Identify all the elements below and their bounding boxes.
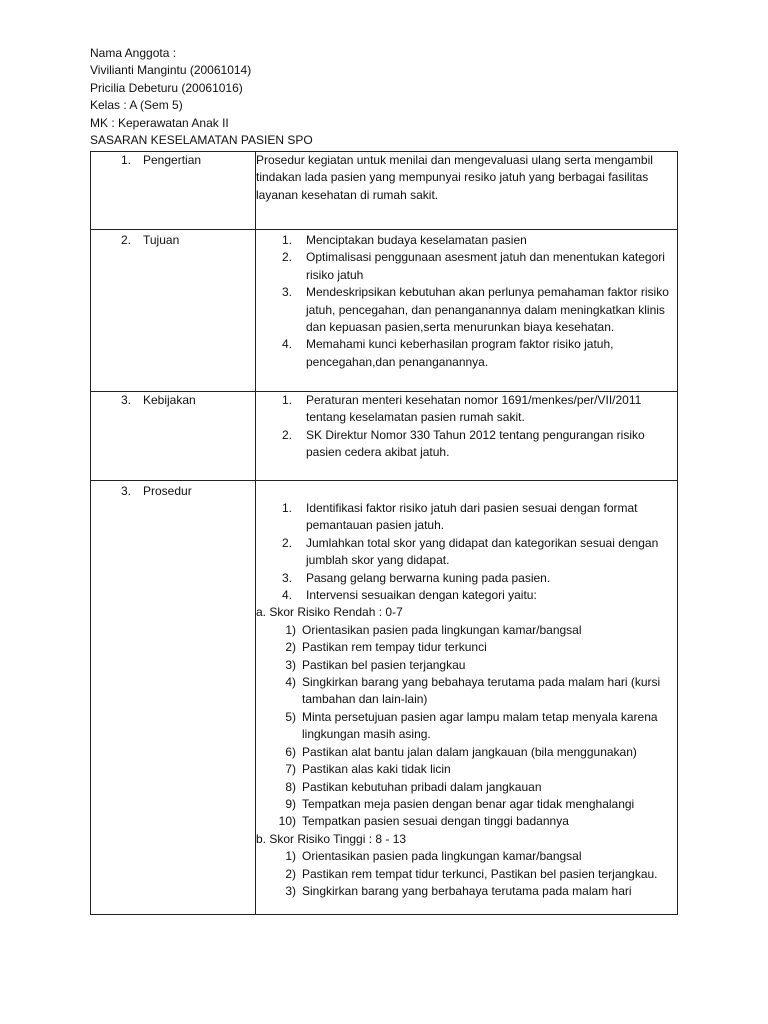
list-item: 1. Menciptakan budaya keselamatan pasien: [282, 233, 527, 247]
list-item: 2) Pastikan rem tempay tidur terkunci: [285, 640, 487, 655]
list-item: 1) Orientasikan pasien pada lingkungan kamar/bangsal: [285, 622, 582, 637]
row-label-cell: [91, 230, 256, 392]
list-item: 2. Optimalisasi penggunaan asesment jatuh dan menentukan kategori risiko jatuh: [282, 250, 665, 282]
header-member-2: Pricilia Debeturu (20061016): [90, 80, 243, 95]
table-row: [91, 230, 678, 392]
list-item: 6) Pastikan alat bantu jalan dalam jangkauan (bila menggunakan): [285, 744, 637, 759]
high-risk-list: [256, 848, 677, 900]
row-content-cell: [256, 230, 678, 392]
low-risk-label: a. Skor Risiko Rendah : 0-7: [256, 605, 403, 620]
high-risk-group: [256, 831, 677, 901]
row-label-cell: [91, 392, 256, 481]
list-item: 3. Pasang gelang berwarna kuning pada pasien.: [282, 570, 551, 585]
procedure-list: [256, 500, 677, 604]
list-item: 2. SK Direktur Nomor 330 Tahun 2012 tentang pengurangan risiko pasien cedera akibat jatuh.: [282, 427, 645, 460]
row-label: Tujuan: [143, 233, 180, 247]
header-members-title: Nama Anggota :: [90, 46, 177, 60]
list-item: 1. Peraturan menteri kesehatan nomor 1691/menkes/per/VII/2011 tentang keselamatan pasien rumah sakit.: [282, 393, 642, 425]
header-course: MK : Keperawatan Anak II: [90, 115, 229, 130]
list-item: 2. Jumlahkan total skor yang didapat dan kategorikan sesuai dengan jumblah skor yang didapat.: [282, 535, 659, 568]
low-risk-list: [256, 622, 677, 831]
row-number: 1.: [121, 153, 132, 167]
row-content-cell: [256, 152, 678, 230]
row-content-cell: [256, 392, 678, 481]
row-number: 2.: [121, 233, 132, 247]
list-item: 7) Pastikan alas kaki tidak licin: [285, 762, 451, 777]
table-row: [91, 392, 678, 481]
high-risk-label: b. Skor Risiko Tinggi : 8 - 13: [256, 831, 407, 846]
list-item: 4. Memahami kunci keberhasilan program faktor risiko jatuh, pencegahan,dan penanganannya.: [282, 337, 614, 369]
list-item: 5) Minta persetujuan pasien agar lampu malam tetap menyala karena lingkungan masih asing.: [285, 709, 658, 742]
list-item: 2) Pastikan rem tempat tidur terkunci, Pastikan bel pasien terjangkau.: [285, 866, 658, 881]
spo-table: [90, 151, 678, 915]
list-item: 3) Singkirkan barang yang berbahaya terutama pada malam hari: [285, 883, 632, 898]
list-item: 8) Pastikan kebutuhan pribadi dalam jangkauan: [285, 779, 542, 794]
low-risk-group: [256, 604, 677, 830]
list-item: 1. Identifikasi faktor risiko jatuh dari pasien sesuai dengan format pemantauan pasien jatuh.: [282, 501, 638, 533]
row-content-cell: [256, 481, 678, 915]
row-number: 3.: [121, 484, 132, 498]
row-label: Kebijakan: [143, 393, 196, 407]
objectives-list: [256, 232, 677, 371]
table-row: [91, 481, 678, 915]
list-item: 9) Tempatkan meja pasien dengan benar agar tidak menghalangi: [285, 796, 635, 811]
list-item: 4) Singkirkan barang yang bebahaya terutama pada malam hari (kursi tambahan dan lain-lain): [285, 675, 661, 707]
list-item: 3) Pastikan bel pasien terjangkau: [285, 657, 466, 672]
header-member-1: Vivilianti Mangintu (20061014): [90, 63, 252, 78]
list-item: 4. Intervensi sesuaikan dengan kategori yaitu:: [282, 588, 537, 603]
list-item: 1) Orientasikan pasien pada lingkungan kamar/bangsal: [285, 849, 582, 864]
row-label: Prosedur: [143, 484, 192, 498]
list-item: 3. Mendeskripsikan kebutuhan akan perlunya pemahaman faktor risiko jatuh, pencegahan, dan penanganannya dalam meningkatkan klinis dan kepuasan pasien,serta menurunkan biaya kesehatan.: [282, 285, 669, 335]
list-item: 10) Tempatkan pasien sesuai dengan tinggi badannya: [278, 814, 569, 829]
row-label-cell: [91, 152, 256, 230]
definition-paragraph: Prosedur kegiatan untuk menilai dan mengevaluasi ulang serta mengambil tindakan lada pasien yang mempunyai resiko jatuh yang berbagai fasilitas layanan kesehatan di rumah sakit.: [256, 153, 653, 202]
document-title: SASARAN KESELAMATAN PASIEN SPO: [90, 133, 313, 148]
row-label-cell: [91, 481, 256, 915]
row-number: 3.: [121, 393, 132, 407]
header-class: Kelas : A (Sem 5): [90, 98, 183, 113]
row-label: Pengertian: [143, 153, 202, 167]
table-row: [91, 152, 678, 230]
policy-list: [256, 392, 677, 462]
document-header: [90, 45, 313, 149]
